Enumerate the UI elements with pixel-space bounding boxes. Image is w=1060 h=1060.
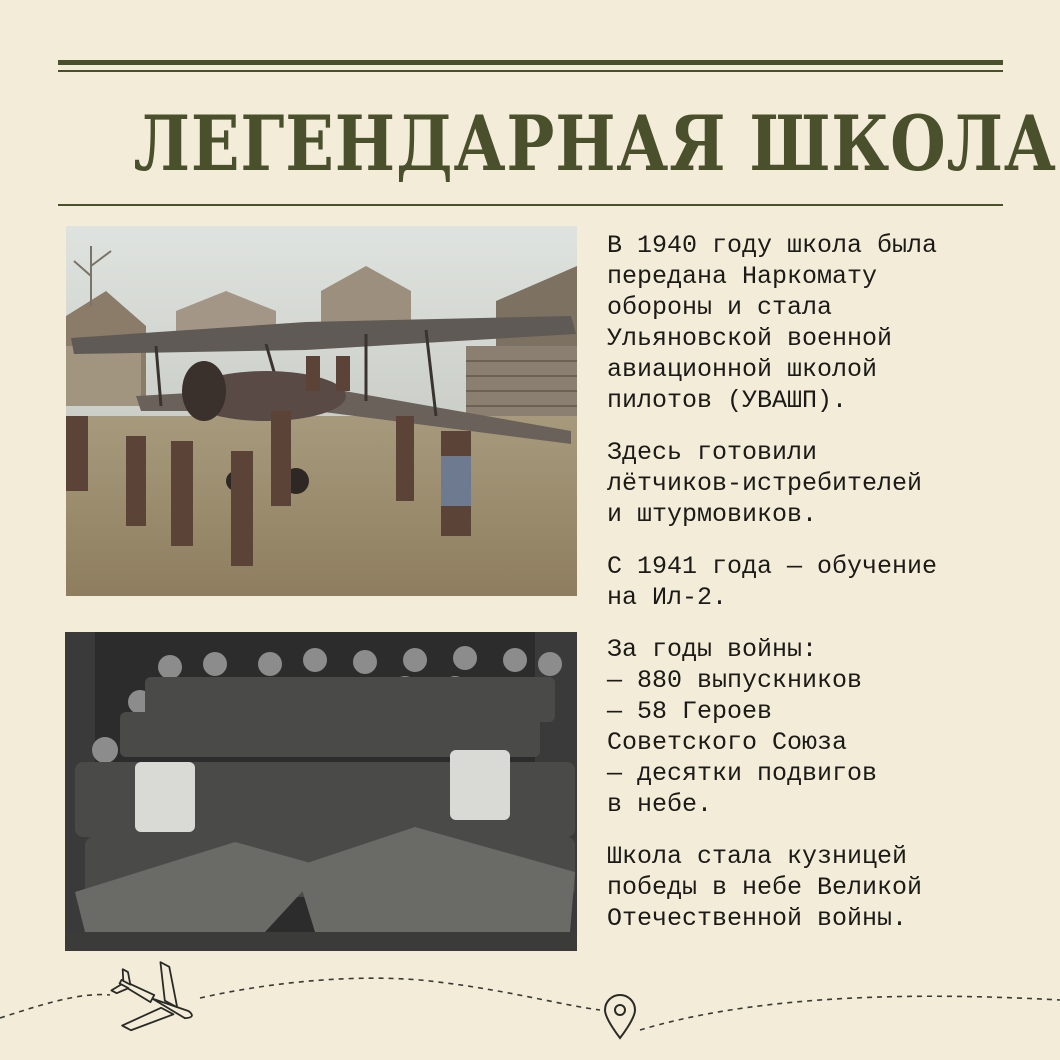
airplane-icon	[99, 948, 207, 1052]
page-title: ЛЕГЕНДАРНАЯ ШКОЛА	[133, 99, 1057, 188]
paragraph-training: Здесь готовили лётчиков-истребителей и штурмовиков.	[607, 438, 923, 529]
header-rule-top	[58, 60, 1003, 65]
map-pin-icon	[605, 995, 635, 1038]
text-column	[607, 230, 1037, 955]
group-portrait-photo	[65, 632, 577, 951]
paragraph-il2: С 1941 года — обучение на Ил-2.	[607, 552, 938, 612]
header-rule-second	[58, 70, 1003, 72]
paragraph-uvashp: В 1940 году школа была передана Наркомату обороны и стала Ульяновской военной авиационной школой пилотов (УВАШП).	[607, 231, 938, 415]
biplane-photo	[66, 226, 577, 596]
paragraph-forge-of-victory: Школа стала кузницей победы в небе Великой Отечественной войны.	[607, 842, 923, 933]
paragraph-war-years: За годы войны: — 880 выпускников — 58 Героев Советского Союза — десятки подвигов в небе.	[607, 635, 878, 819]
header-rule-bottom	[58, 204, 1003, 206]
flight-path-decoration	[0, 940, 1060, 1060]
